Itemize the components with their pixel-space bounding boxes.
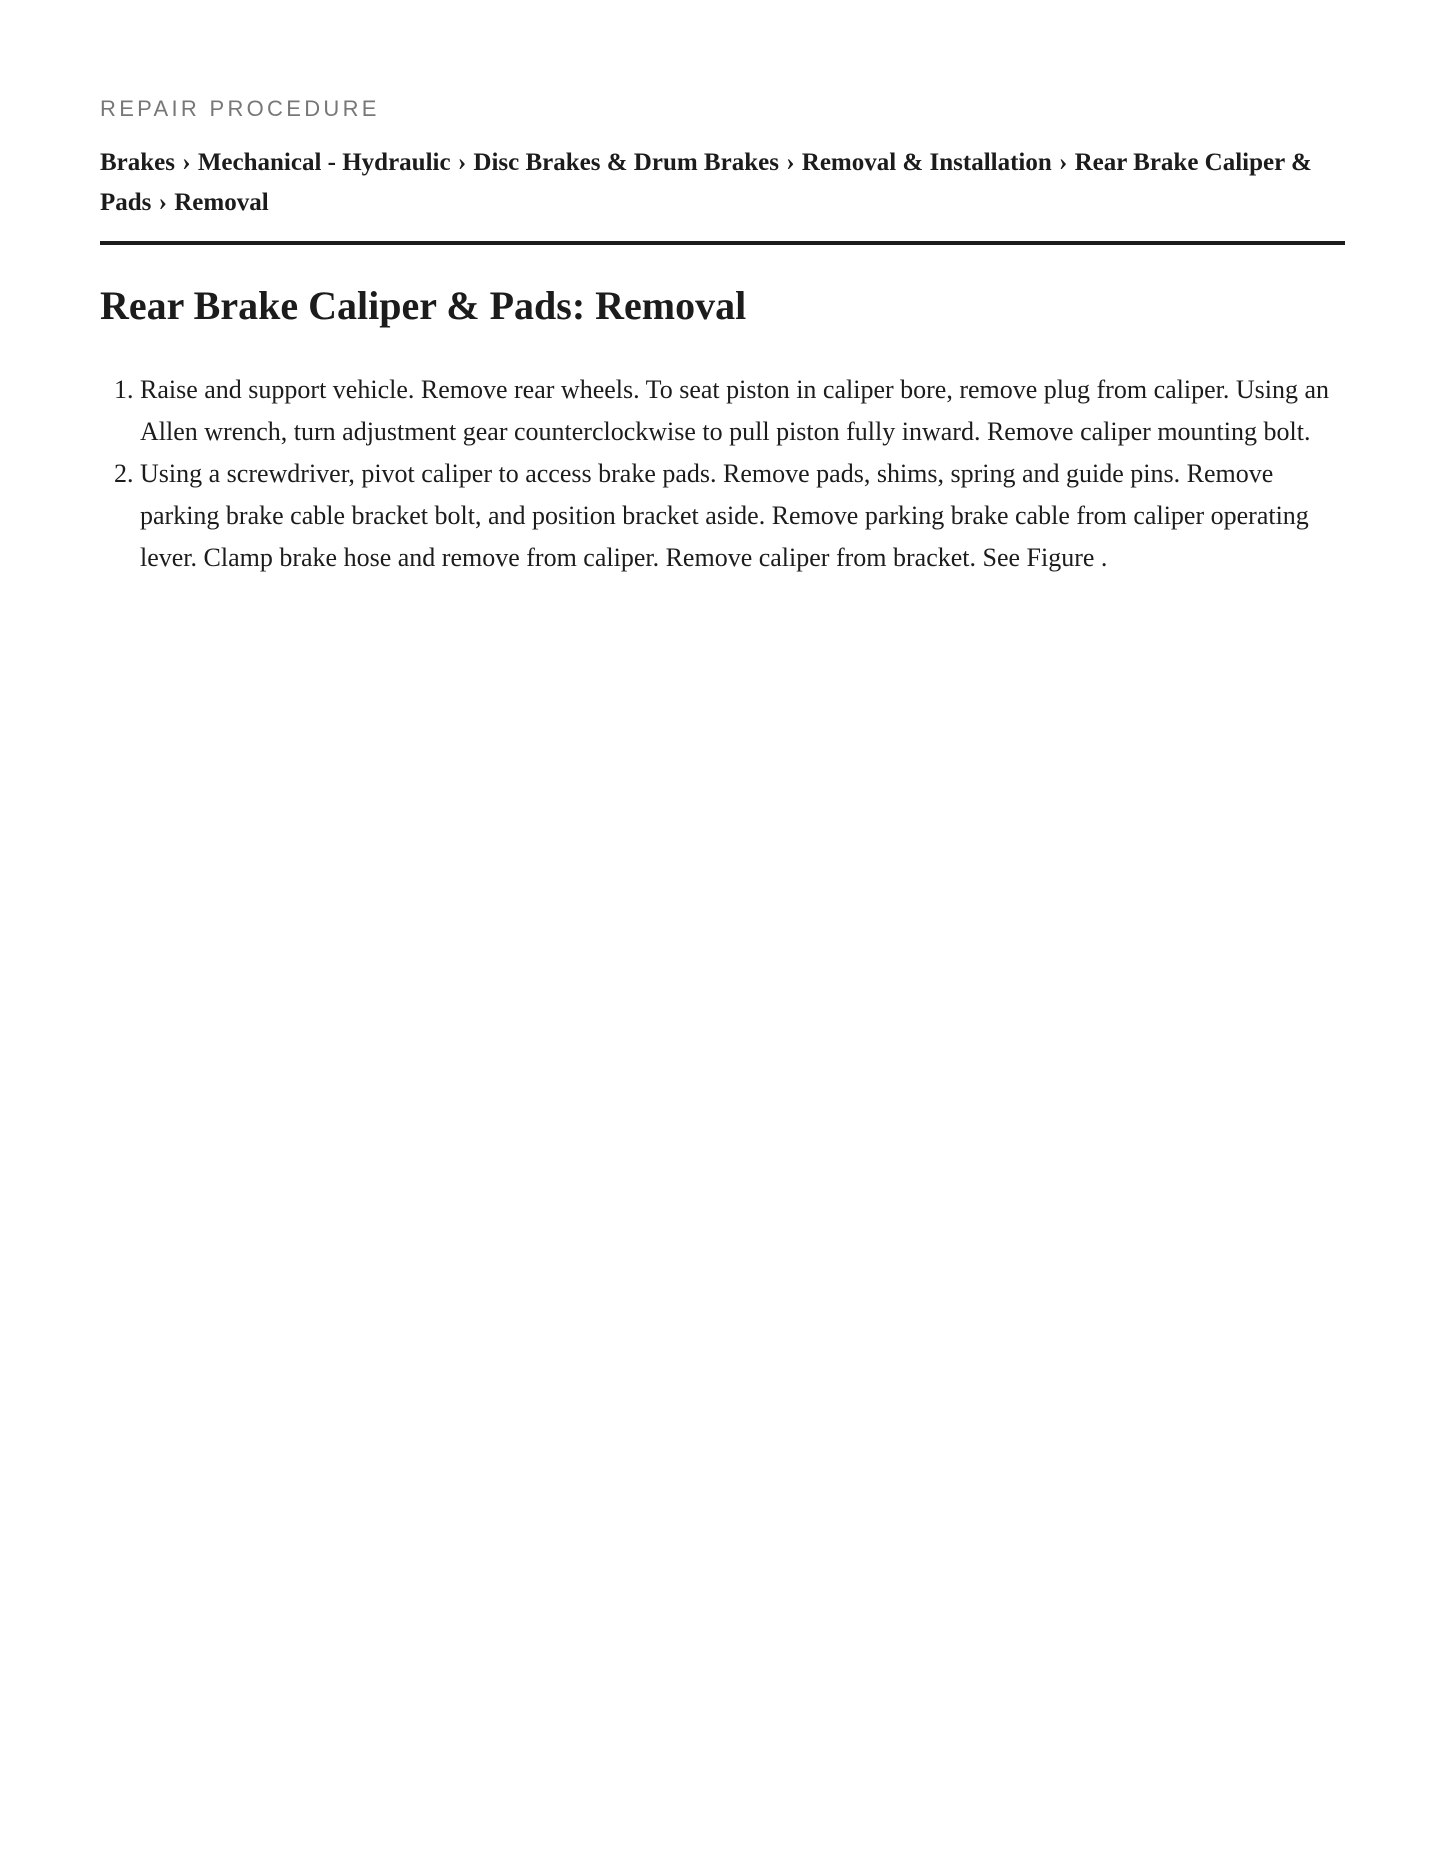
- breadcrumb-item-disc-drum-brakes[interactable]: Disc Brakes & Drum Brakes: [473, 149, 779, 176]
- procedure-step: 1. Raise and support vehicle. Remove rear wheels. To seat piston in caliper bore, remove plug from caliper. Using an Allen wrench, turn adjustment gear counterclockwise to pull piston fully inward. Remove caliper mounting bolt.: [140, 369, 1345, 453]
- breadcrumb-separator: ›: [457, 149, 467, 176]
- procedure-step: 2. Using a screwdriver, pivot caliper to access brake pads. Remove pads, shims, spring and guide pins. Remove parking brake cable bracket bolt, and position bracket aside. Remove parking brake cable from caliper operating lever. Clamp brake hose and remove from caliper. Remove caliper from bracket. See Figure .: [140, 453, 1345, 579]
- header-divider: [100, 241, 1345, 245]
- breadcrumb: [100, 143, 1345, 223]
- page-title: Rear Brake Caliper & Pads: Removal: [100, 283, 747, 328]
- breadcrumb-separator: ›: [158, 189, 167, 216]
- breadcrumb-separator: ›: [182, 149, 191, 176]
- breadcrumb-item-mechanical-hydraulic[interactable]: Mechanical - Hydraulic: [197, 149, 451, 176]
- breadcrumb-item-rear-brake-caliper-pads[interactable]: Rear Brake Caliper & Pads: [100, 149, 1312, 216]
- breadcrumb-item-brakes[interactable]: Brakes: [100, 149, 175, 176]
- breadcrumb-separator: ›: [1059, 149, 1068, 176]
- procedure-steps: [100, 369, 1345, 579]
- document-type-label: REPAIR PROCEDURE: [100, 96, 380, 121]
- breadcrumb-item-removal: Removal: [174, 189, 269, 216]
- breadcrumb-item-removal-installation[interactable]: Removal & Installation: [801, 149, 1052, 176]
- breadcrumb-separator: ›: [786, 149, 795, 176]
